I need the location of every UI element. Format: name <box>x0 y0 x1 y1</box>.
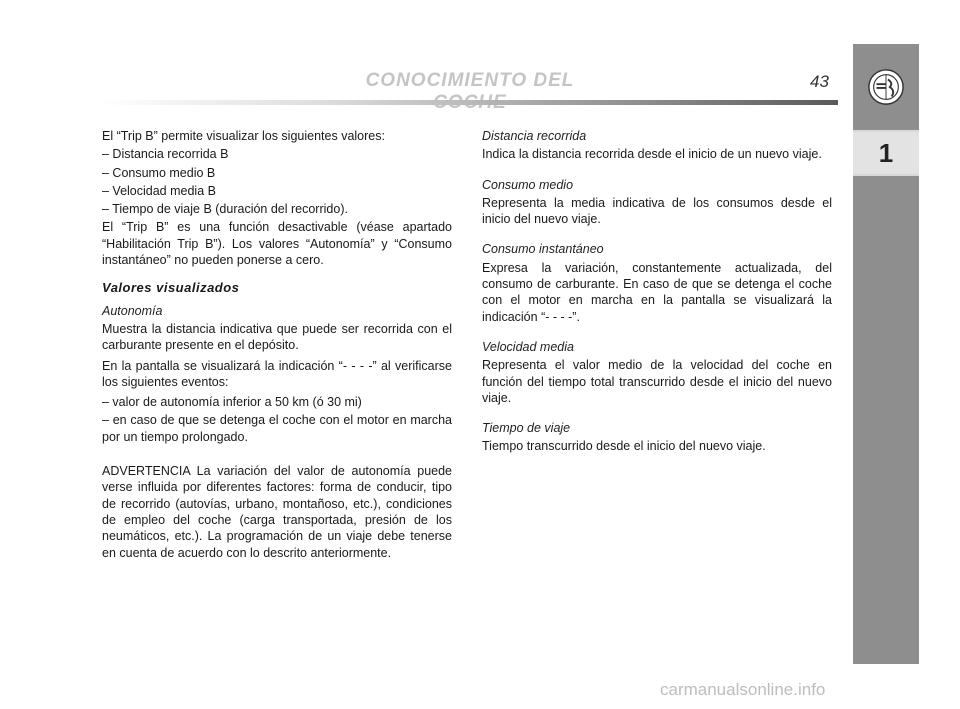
list-item: – Velocidad media B <box>102 183 216 198</box>
sidebar-divider <box>853 174 919 176</box>
page-title: CONOCIMIENTO DEL <box>365 70 575 91</box>
info-block <box>482 420 832 455</box>
chapter-number: 1 <box>878 138 894 168</box>
autonomy-text: Muestra la distancia indicativa que puede ser recorrida con el carburante presente en el depósito. <box>102 321 452 353</box>
list-item: – Distancia recorrida B <box>102 147 229 162</box>
autonomy-text: En la pantalla se visualizará la indicación “- - - -” al verificarse los siguientes eventos: <box>102 358 452 389</box>
info-text: Expresa la variación, constantemente actualizada, del consumo de carburante. En caso de que se detenga el coche con el motor en marcha en la pantalla se visualizará la indicación “- - - -”. <box>482 260 832 324</box>
chapter-sidebar <box>853 44 919 664</box>
subheading: Consumo medio <box>482 177 574 192</box>
chapter-tab <box>853 132 919 174</box>
info-text: Indica la distancia recorrida desde el inicio de un nuevo viaje. <box>482 147 822 162</box>
trip-b-note: El “Trip B” es una función desactivable (véase apartado “Habilitación Trip B”). Los valores “Autonomía” y “Consumo instantáneo” no pueden ponerse a cero. <box>102 220 452 268</box>
sidebar-logo-area <box>853 44 919 130</box>
list-item: – en caso de que se detenga el coche con el motor en marcha por un tiempo prolongado. <box>102 413 452 444</box>
info-text: Representa el valor medio de la velocidad del coche en función del tiempo total transcurrido desde el inicio del nuevo viaje. <box>482 358 832 405</box>
section-title: Valores visualizados <box>102 280 240 296</box>
subheading: Consumo instantáneo <box>482 242 604 257</box>
intro-text: El “Trip B” permite visualizar los siguientes valores: <box>102 129 385 143</box>
info-block <box>482 241 832 324</box>
list-item: – valor de autonomía inferior a 50 km (ó 30 mi) <box>102 395 362 410</box>
list-item: – Consumo medio B <box>102 165 216 180</box>
info-block <box>482 128 832 163</box>
header-divider <box>100 100 838 105</box>
right-column <box>482 128 832 469</box>
alfa-romeo-logo-icon <box>867 68 905 106</box>
info-text: Tiempo transcurrido desde el inicio del nuevo viaje. <box>482 439 766 454</box>
list-item: – Tiempo de viaje B (duración del recorrido). <box>102 202 348 217</box>
subheading: Tiempo de viaje <box>482 421 571 436</box>
page-number: 43 <box>810 72 829 91</box>
subheading-autonomy: Autonomía <box>102 303 163 318</box>
info-block <box>482 339 832 406</box>
watermark-text: carmanualsonline.info <box>660 680 826 699</box>
subheading: Distancia recorrida <box>482 129 587 143</box>
warning-text: ADVERTENCIA La variación del valor de autonomía puede verse influida por diferentes factores: forma de conducir, tipo de recorrido (autovías, urbano, montañoso, etc.), condiciones de empleo del coche (carga transportada, presión de los neumáticos, etc.). La programación de un viaje debe tenerse en cuenta de acuerdo con lo descrito anteriormente. <box>102 464 452 560</box>
info-text: Representa la media indicativa de los consumos desde el inicio del nuevo viaje. <box>482 195 832 227</box>
subheading: Velocidad media <box>482 339 574 354</box>
left-column <box>102 128 452 565</box>
info-block <box>482 177 832 228</box>
spacer <box>102 449 452 463</box>
